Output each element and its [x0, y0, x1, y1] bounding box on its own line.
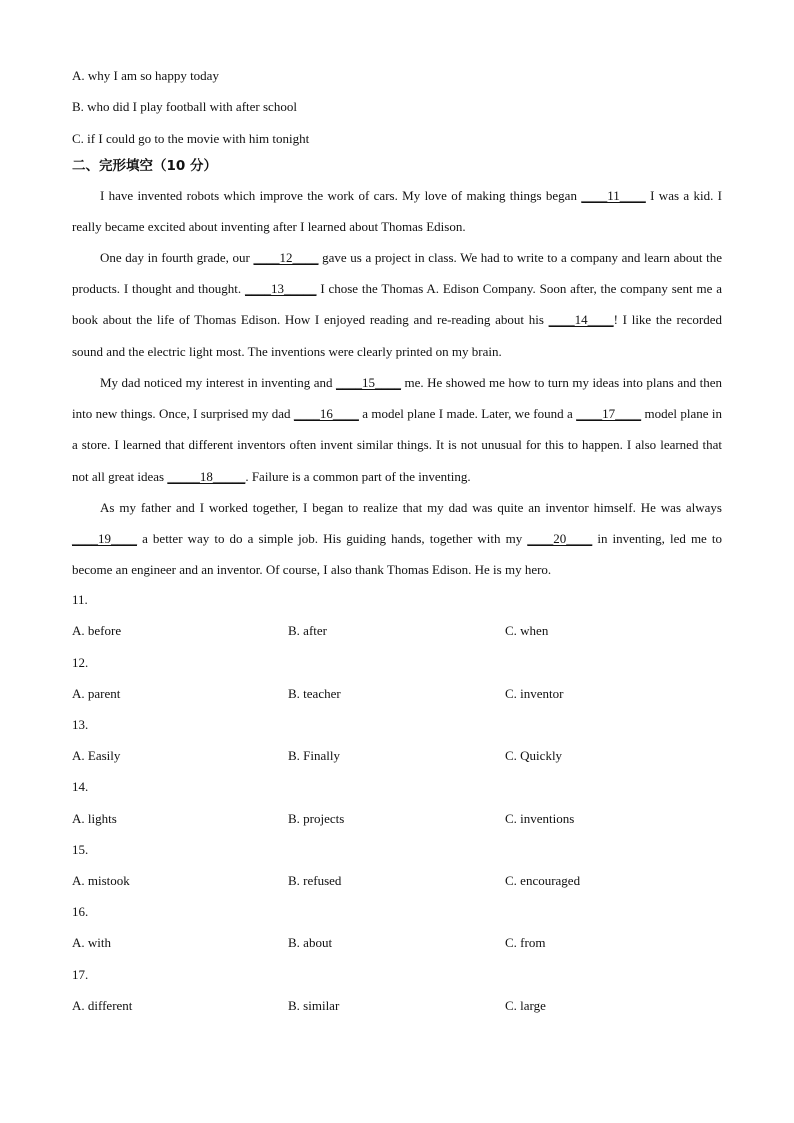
blank-16: ____16____: [293, 406, 359, 422]
blank-15: ____15____: [335, 375, 401, 390]
question-number-15: 15.: [72, 842, 89, 857]
passage-paragraph-1: I have invented robots which improve the work of cars. My love of making things began ____11____ I was a kid. I really became excited about inventing after I learned about Thomas Edison.: [72, 180, 722, 242]
q14-option-c: C. inventions: [505, 811, 575, 826]
q16-option-c: C. from: [505, 935, 546, 950]
q11-option-b: B. after: [288, 623, 327, 638]
blank-12: ____12____: [253, 250, 319, 265]
question-number-12: 12.: [72, 655, 89, 670]
q14-option-a: A. lights: [72, 811, 117, 826]
q14-option-b: B. projects: [288, 811, 345, 826]
q11-option-a: A. before: [72, 623, 122, 638]
passage-paragraph-4: As my father and I worked together, I began to realize that my dad was quite an inventor himself. He was always ____19____ a better way to do a simple job. His guiding hands, together with my ____20____ in inventing, led me to become an engineer and an inventor. Of course, I also thank Thomas Edison. He is my hero.: [72, 500, 723, 578]
q15-option-b: B. refused: [288, 873, 342, 888]
q12-option-a: A. parent: [72, 686, 121, 701]
q11-option-c: C. when: [505, 623, 549, 638]
question-number-13: 13.: [72, 717, 89, 732]
q16-option-a: A. with: [72, 935, 111, 950]
q17-option-b: B. similar: [288, 998, 340, 1013]
q15-option-c: C. encouraged: [505, 873, 581, 888]
prev-option-a: A. why I am so happy today: [72, 68, 219, 83]
q16-option-b: B. about: [288, 935, 333, 950]
question-number-17: 17.: [72, 967, 89, 982]
section-heading: 二、完形填空（10 分）: [72, 158, 217, 174]
blank-13: ____13_____: [244, 281, 317, 297]
prev-option-c: C. if I could go to the movie with him tonight: [72, 131, 310, 146]
blank-17: ____17____: [576, 406, 642, 422]
blank-11: ____11____: [581, 188, 646, 203]
q12-option-c: C. inventor: [505, 686, 564, 701]
q12-option-b: B. teacher: [288, 686, 341, 701]
blank-20: ____20____: [527, 531, 593, 547]
q17-option-a: A. different: [72, 998, 133, 1013]
blank-19: ____19____: [72, 531, 137, 547]
q13-option-b: B. Finally: [288, 748, 341, 763]
q13-option-c: C. Quickly: [505, 748, 563, 763]
q13-option-a: A. Easily: [72, 748, 121, 763]
question-number-14: 14.: [72, 779, 89, 794]
q17-option-c: C. large: [505, 998, 546, 1013]
prev-option-b: B. who did I play football with after school: [72, 99, 297, 114]
passage-paragraph-2: One day in fourth grade, our ____12____ gave us a project in class. We had to write to a company and learn about the products. I thought and thought. ____13_____ I chose the Thomas A. Edison Company. Soon after, the company sent me a book about the life of Thomas Edison. How I enjoyed reading and re-reading about his ____14____! I like the recorded sound and the electric light most. The inventions were clearly printed on my brain.: [72, 242, 722, 367]
passage-paragraph-3: My dad noticed my interest in inventing and ____15____ me. He showed me how to turn my ideas into plans and then into new things. Once, I surprised my dad ____16____ a model plane I made. Later, we found a ____17____ model plane in a store. I learned that different inventors often invent similar things. It is not unusual for this to happen. I also learned that not all great ideas _____18_____. Failure is a common part of the inventing.: [72, 367, 722, 492]
blank-14: ____14____: [548, 312, 614, 328]
blank-18: _____18_____: [167, 468, 246, 484]
question-number-16: 16.: [72, 904, 89, 919]
q15-option-a: A. mistook: [72, 873, 130, 888]
question-number-11: 11.: [72, 592, 88, 607]
